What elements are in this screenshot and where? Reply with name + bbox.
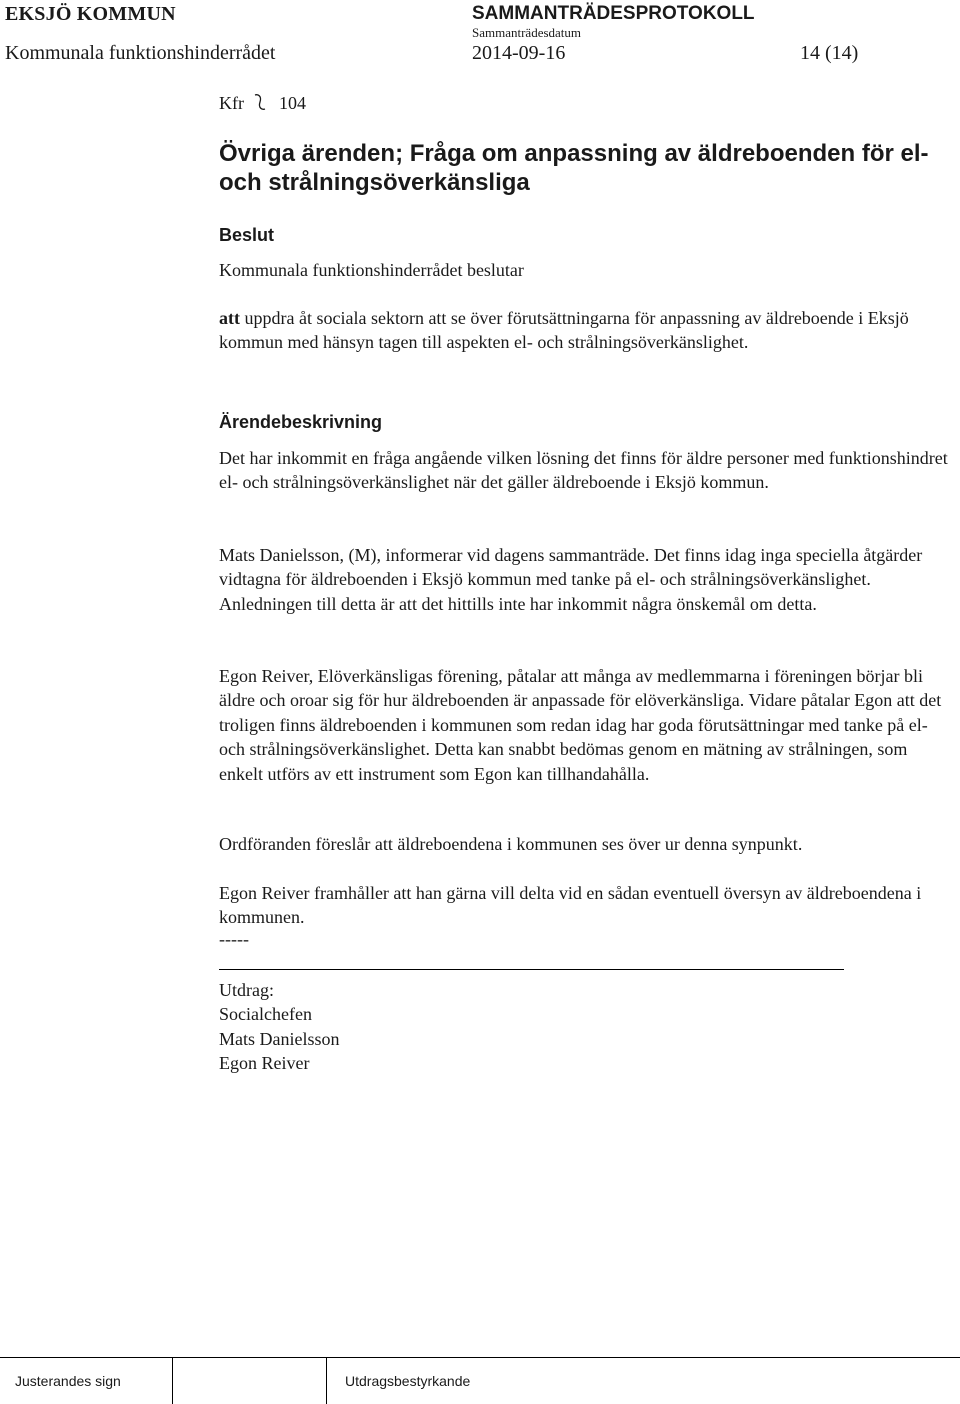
meeting-date: 2014-09-16 — [472, 42, 566, 64]
signature-label: Justerandes sign — [15, 1373, 121, 1389]
paragraph: Egon Reiver framhåller att han gärna vill delta vid en sådan eventuell översyn av äldreboendena i kommunen. — [219, 883, 922, 928]
separator-line — [219, 969, 844, 970]
kfr-number: 104 — [279, 93, 306, 113]
extract-recipient: Egon Reiver — [219, 1053, 310, 1074]
paragraph: Det har inkommit en fråga angående vilken lösning det finns för äldre personer med funktionshindret el- och strålningsöverkänslighet när det gäller äldreboende i Eksjö kommun. — [219, 448, 948, 493]
paragraph: Mats Danielsson, (M), informerar vid dagens sammanträde. Det finns idag inga speciella åtgärder vidtagna för äldreboenden i Eksjö kommun med tanke på el- och strålningsöverkänslighet. Anledningen till detta är att det hittills inte har inkommit några önskemål om detta. — [219, 545, 923, 614]
footer-line — [0, 1357, 960, 1358]
document-type: SAMMANTRÄDESPROTOKOLL — [472, 3, 755, 24]
decision-text — [219, 306, 949, 355]
section-reference — [219, 91, 306, 114]
extract-label: Utdrag: — [219, 980, 274, 1000]
paragraph: Ordföranden föreslår att äldreboendena i kommunen ses över ur denna synpunkt. — [219, 834, 803, 854]
decision-heading: Beslut — [219, 225, 275, 245]
organization-name: EKSJÖ KOMMUN — [5, 3, 176, 25]
extract-list — [219, 978, 340, 1076]
decided-by: Kommunala funktionshinderrådet beslutar — [219, 260, 524, 280]
page-number: 14 (14) — [800, 42, 859, 64]
council-name: Kommunala funktionshinderrådet — [5, 42, 276, 64]
description-heading: Ärendebeskrivning — [219, 412, 383, 432]
certification-label: Utdragsbestyrkande — [345, 1373, 471, 1389]
paragraph: Egon Reiver, Elöverkänsligas förening, påtalar att många av medlemmarna i föreningen börjar bli äldre och oroar sig för hur äldreboenden är anpassade för elöverkänsliga. Vidare påtalar Egon att det troligen finns äldreboenden i kommunen som redan idag har goda förutsättningar med tanke på el- och strålningsöverkänslighet. Detta kan snabbt bedömas genom en mätning av strålningen, som enkelt utförs av ett instrument som Egon kan tillhandahålla. — [219, 666, 942, 784]
decision-body: uppdra åt sociala sektorn att se över förutsättningarna för anpassning av äldreboende i Eksjö kommun med hänsyn tagen till aspekten el- och strålningsöverkänslighet. — [219, 308, 909, 353]
section-title: Övriga ärenden; Fråga om anpassning av äldreboenden för el- och strålningsöverkänsliga — [219, 140, 929, 196]
meeting-date-label: Sammanträdesdatum — [472, 25, 582, 40]
att-keyword: att — [219, 308, 240, 328]
end-marker: ----- — [219, 929, 249, 949]
section-mark-icon — [253, 91, 267, 113]
extract-recipient: Mats Danielsson — [219, 1028, 340, 1049]
kfr-label: Kfr — [219, 93, 244, 113]
footer-divider — [326, 1357, 327, 1404]
footer-divider — [172, 1357, 173, 1404]
extract-recipient: Socialchefen — [219, 1004, 312, 1025]
